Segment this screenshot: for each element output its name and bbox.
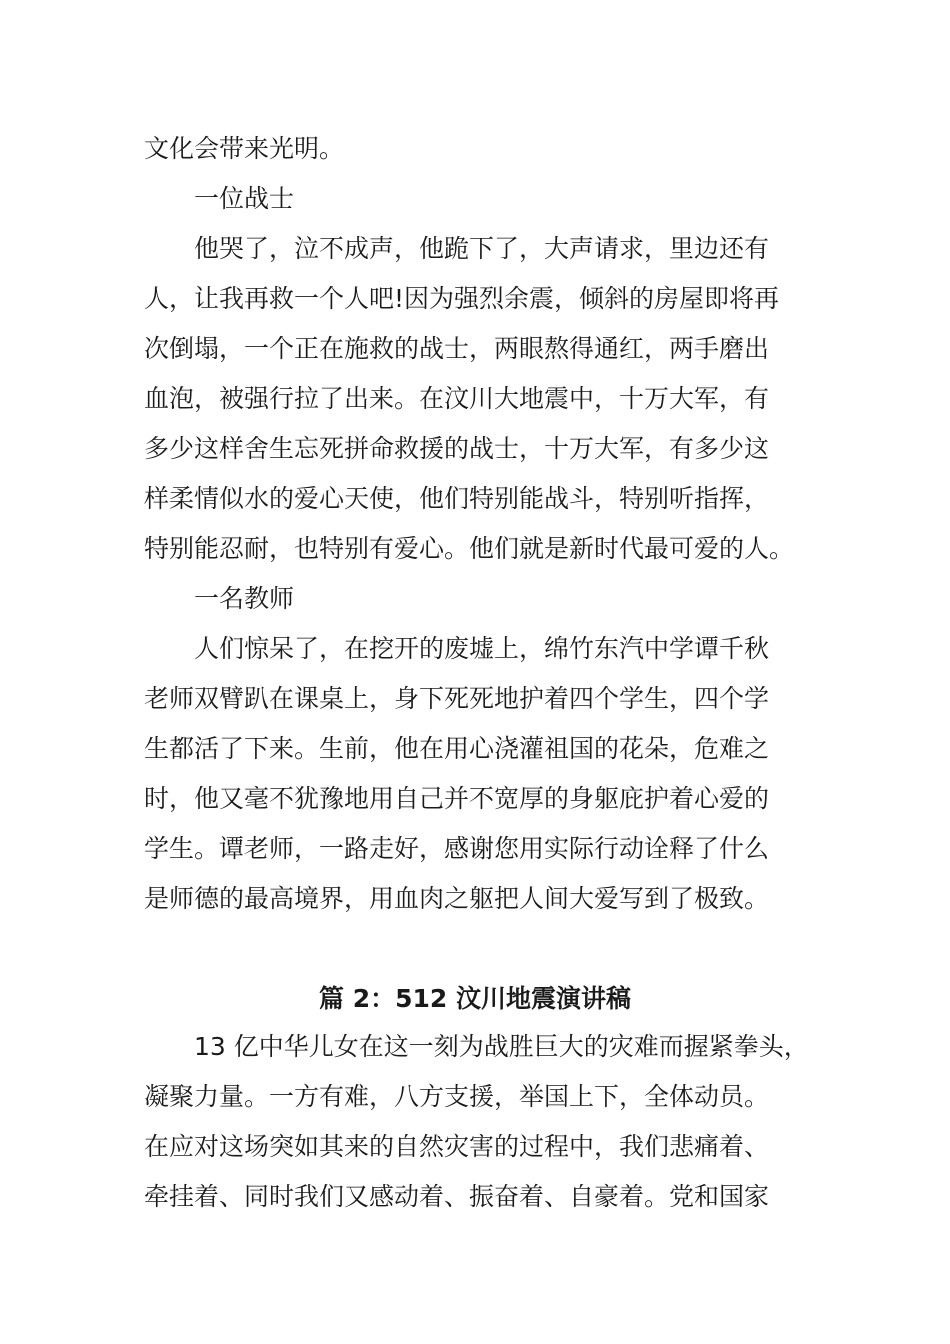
paragraph-line: 血泡，被强行拉了出来。在汶川大地震中，十万大军，有 [144, 384, 770, 413]
paragraph-line: 文化会带来光明。 [144, 134, 345, 163]
paragraph-line: 时，他又毫不犹豫地用自己并不宽厚的身躯庇护着心爱的 [144, 784, 770, 813]
paragraph-line: 学生。谭老师，一路走好，感谢您用实际行动诠释了什么 [144, 834, 770, 863]
paragraph-line: 牵挂着、同时我们又感动着、振奋着、自豪着。党和国家 [144, 1182, 770, 1211]
paragraph-line: 多少这样舍生忘死拼命救援的战士，十万大军，有多少这 [144, 434, 770, 463]
paragraph-line: 在应对这场突如其来的自然灾害的过程中，我们悲痛着、 [144, 1132, 770, 1161]
paragraph-line: 人们惊呆了，在挖开的废墟上，绵竹东汽中学谭千秋 [194, 634, 770, 663]
subtitle-teacher: 一名教师 [194, 584, 295, 613]
paragraph-line: 是师德的最高境界，用血肉之躯把人间大爱写到了极致。 [144, 884, 770, 913]
paragraph-line: 人，让我再救一个人吧!因为强烈余震，倾斜的房屋即将再 [144, 284, 780, 313]
paragraph-line: 老师双臂趴在课桌上，身下死死地护着四个学生，四个学 [144, 684, 770, 713]
paragraph-line: 凝聚力量。一方有难，八方支援，举国上下，全体动员。 [144, 1082, 770, 1111]
section-title: 篇 2：512 汶川地震演讲稿 [319, 984, 631, 1013]
paragraph-line: 特别能忍耐，也特别有爱心。他们就是新时代最可爱的人。 [144, 534, 795, 563]
paragraph-line: 生都活了下来。生前，他在用心浇灌祖国的花朵，危难之 [144, 734, 770, 763]
paragraph-line: 样柔情似水的爱心天使，他们特别能战斗，特别听指挥， [144, 484, 770, 513]
paragraph-line: 13 亿中华儿女在这一刻为战胜巨大的灾难而握紧拳头， [194, 1032, 809, 1061]
paragraph-line: 他哭了，泣不成声，他跪下了，大声请求，里边还有 [194, 234, 770, 263]
paragraph-line: 次倒塌，一个正在施救的战士，两眼熬得通红，两手磨出 [144, 334, 770, 363]
subtitle-soldier: 一位战士 [194, 184, 295, 213]
